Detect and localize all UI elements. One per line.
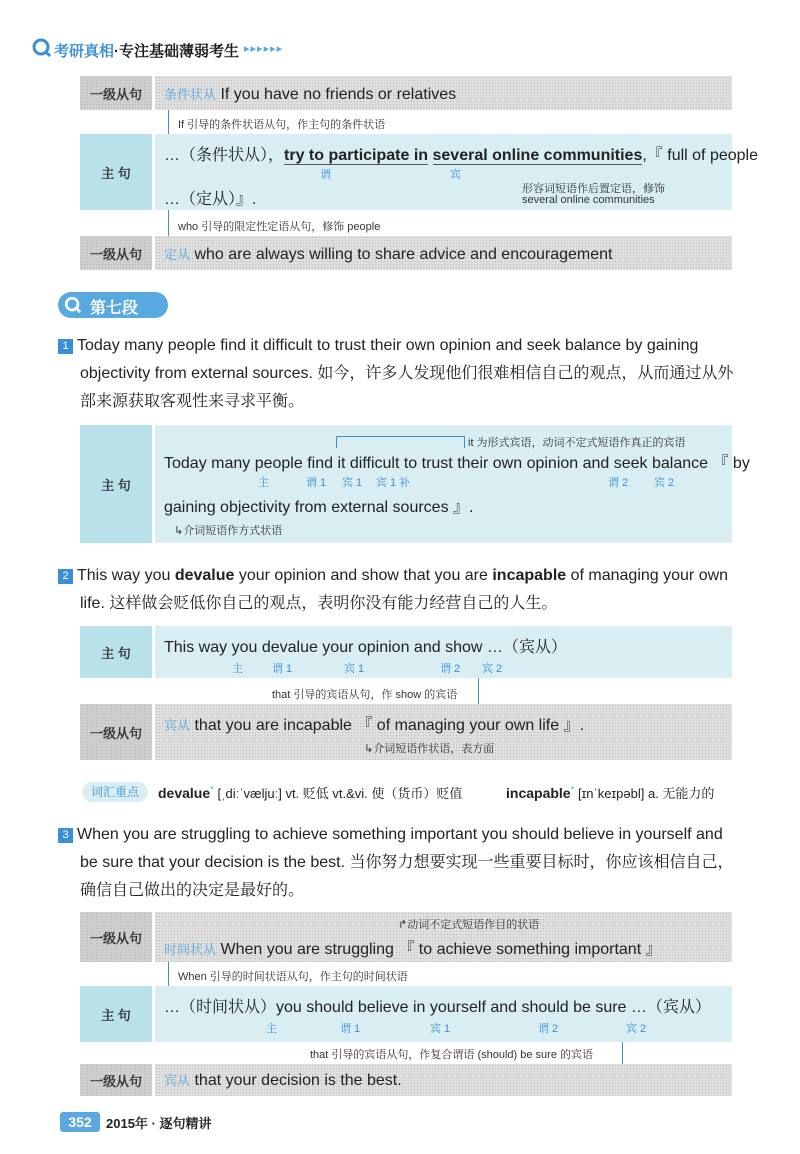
s3-row3-tag: 宾从 — [164, 1073, 191, 1088]
s2-line1-pre: This way you — [77, 567, 175, 584]
s2-sub-content — [164, 712, 584, 735]
s1-lbl-wei1: 谓 1 — [306, 477, 327, 489]
block1-label-sub1: 一级从句 — [80, 76, 152, 110]
s3-lbl-bin2: 宾 2 — [626, 1023, 647, 1035]
s2-lbl-bin1: 宾 1 — [344, 663, 365, 675]
s2-paragraph — [58, 562, 748, 618]
s3-lbl-wei1: 谓 1 — [340, 1023, 361, 1035]
vocab-badge: 词汇重点 — [82, 782, 148, 802]
block1-row1-tag: 条件状从 — [164, 87, 217, 102]
block1-main-line1 — [164, 142, 758, 165]
vocab-word2 — [506, 783, 714, 802]
s2-main-text: This way you devalue your opinion and show …（宾从） — [164, 639, 567, 656]
s2-lbl-bin2: 宾 2 — [482, 663, 503, 675]
s3-line2: be sure that your decision is the best. 当你努力想要实现一些重要目标时，你应该相信自己， — [80, 854, 734, 871]
s2-label-main: 主 句 — [80, 626, 152, 678]
header-arrows: ▸▸▸▸▸▸ — [244, 43, 284, 55]
section-title — [58, 292, 168, 318]
section-title-text: 第七段 — [90, 300, 139, 317]
section-q-icon — [64, 296, 82, 314]
s3-line1: When you are struggling to achieve something important you should believe in yourself and — [77, 826, 723, 843]
s3-label-main: 主 句 — [80, 986, 152, 1042]
s1-note-bottom: ↳介词短语作方式状语 — [174, 525, 283, 537]
logo-q-icon — [32, 38, 52, 58]
s1-lbl-bin2: 宾 2 — [654, 477, 675, 489]
block1-connector2 — [168, 210, 169, 238]
block1-note-right-1: 形容词短语作后置定语，修饰 — [522, 183, 665, 195]
block1-main-try: try to participate in — [284, 147, 429, 164]
s1-line1: Today many people find it difficult to trust their own opinion and seek balance by gaining — [77, 337, 699, 354]
block1-note-right-2: several online communities — [522, 194, 655, 206]
s3-row1-tag: 时间状从 — [164, 942, 217, 957]
block1-bin-label: 宾 — [450, 169, 461, 181]
s3-lbl-zhu: 主 — [266, 1023, 277, 1035]
vocab-w2-mark: * — [570, 784, 575, 795]
header-title — [54, 40, 239, 61]
block1-label-main: 主 句 — [80, 134, 152, 210]
s2-number: 2 — [58, 569, 73, 584]
s1-connector-right — [464, 436, 465, 448]
s1-connector-h — [336, 436, 464, 437]
s2-line1-b2: incapable — [492, 567, 567, 584]
s3-row1-content — [164, 936, 662, 959]
block1-main-obj: several online communities — [432, 147, 643, 164]
s2-note-bottom-text: 介词短语作状语，表方面 — [373, 743, 495, 755]
block1-label-sub2: 一级从句 — [80, 236, 152, 270]
block1-row3-tag: 定从 — [164, 247, 191, 262]
block1-note1: If 引导的条件状语从句，作主句的条件状语 — [178, 119, 386, 131]
s1-main-line1: Today many people find it difficult to trust their own opinion and seek balance 『 by — [164, 455, 750, 472]
s3-row3-text: that your decision is the best. — [194, 1072, 402, 1089]
block1-connector1 — [168, 110, 169, 136]
s3-label-sub1: 一级从句 — [80, 912, 152, 962]
s1-lbl-zhu: 主 — [258, 477, 269, 489]
s3-note1: When 引导的时间状语从句，作主句的时间状语 — [178, 971, 408, 983]
vocab-w1-mark: * — [210, 784, 214, 795]
s3-note2: that 引导的宾语从句，作复合谓语 (should) be sure 的宾语 — [310, 1049, 594, 1061]
block1-row1-content — [164, 84, 456, 104]
footer-title: 2015年 · 逐句精讲 — [106, 1116, 212, 1131]
s2-label-sub: 一级从句 — [80, 704, 152, 760]
s1-main-line2: gaining objectivity from external sources 』. — [164, 499, 474, 516]
block1-row3-content — [164, 244, 612, 264]
s3-lbl-bin1: 宾 1 — [430, 1023, 451, 1035]
vocab-w2: incapable — [506, 785, 571, 801]
s1-number: 1 — [58, 339, 73, 354]
block1-note2: who 引导的限定性定语从句，修饰 people — [178, 221, 381, 233]
s3-number: 3 — [58, 828, 73, 843]
s1-line3: 部来源获取客观性来寻求平衡。 — [80, 393, 305, 410]
s2-lbl-wei2: 谓 2 — [440, 663, 461, 675]
s2-note-mid: that 引导的宾语从句，作 show 的宾语 — [272, 689, 458, 701]
s3-main-text: …（时间状从）you should believe in yourself and should be sure …（宾从） — [164, 999, 711, 1016]
s2-line1-post: of managing your own — [566, 567, 729, 584]
s2-note-bottom: ↳介词短语作状语，表方面 — [364, 743, 495, 755]
s3-label-sub2: 一级从句 — [80, 1064, 152, 1096]
s3-connector1 — [168, 962, 169, 986]
s2-lbl-wei1: 谓 1 — [272, 663, 293, 675]
s3-row1-text: When you are struggling 『 to achieve something important 』 — [220, 941, 662, 958]
s1-lbl-wei2: 谓 2 — [608, 477, 629, 489]
s2-sub-tag: 宾从 — [164, 718, 191, 733]
s2-connector — [478, 678, 479, 704]
vocab-w2-def: [ɪnˈkeɪpəbl] a. 无能力的 — [578, 786, 715, 801]
block1-row1-text: If you have no friends or relatives — [220, 86, 457, 103]
s1-note-bottom-text: 介词短语作方式状语 — [183, 525, 283, 537]
s1-label-main: 主 句 — [80, 425, 152, 543]
s2-sub-text: that you are incapable 『 of managing your own life 』. — [194, 717, 585, 734]
s3-paragraph — [58, 821, 758, 905]
block1-wei-label: 谓 — [320, 169, 331, 181]
s3-note-top-text: 动词不定式短语作目的状语 — [407, 919, 540, 931]
vocab-word1 — [158, 783, 462, 802]
s3-connector2 — [622, 1042, 623, 1064]
header-dot: · — [114, 43, 120, 60]
footer-page-number: 352 — [60, 1112, 100, 1132]
s1-connector-left — [336, 436, 337, 448]
s1-lbl-bin1: 宾 1 — [342, 477, 363, 489]
s1-line2: objectivity from external sources. 如今，许多人发现他们很难相信自己的观点，从而通过从外 — [80, 365, 734, 382]
s2-lbl-zhu: 主 — [232, 663, 243, 675]
block1-main-tail: ,『 full of people — [642, 147, 758, 164]
s3-note-top: ↱动词不定式短语作目的状语 — [398, 919, 540, 931]
s3-line3: 确信自己做出的决定是最好的。 — [80, 882, 305, 899]
s2-line1-mid: your opinion and show that you are — [234, 567, 493, 584]
block1-row3-text: who are always willing to share advice and encouragement — [194, 246, 613, 263]
vocab-w1: devalue — [158, 785, 211, 801]
s3-lbl-wei2: 谓 2 — [538, 1023, 559, 1035]
s2-line1-b1: devalue — [174, 567, 235, 584]
s3-row3-content — [164, 1070, 402, 1090]
vocab-w1-def: [ˌdiːˈvæljuː] vt. 贬低 vt.&vi. 使（货币）贬值 — [217, 786, 463, 801]
s1-lbl-bu: 宾 1 补 — [376, 477, 411, 489]
s1-paragraph — [58, 332, 748, 416]
block1-main-prefix: …（条件状从）， — [164, 147, 285, 164]
header-tagline: 专注基础薄弱考生 — [119, 43, 240, 60]
header-brand: 考研真相 — [54, 43, 115, 60]
s2-line2: life. 这样做会贬低你自己的观点，表明你没有能力经营自己的人生。 — [80, 595, 558, 612]
block1-main-line2: …（定从）』. — [164, 191, 257, 208]
s1-note-top: it 为形式宾语，动词不定式短语作真正的宾语 — [468, 437, 686, 449]
